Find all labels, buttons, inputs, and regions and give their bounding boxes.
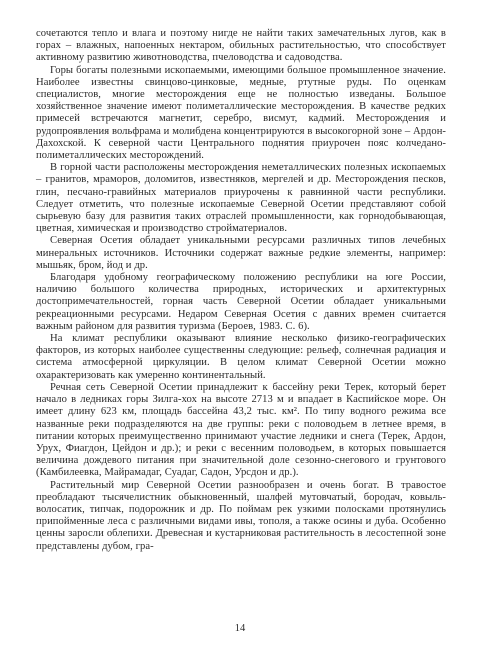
paragraph-rivers: Речная сеть Северной Осетии принадлежит к бассейну реки Терек, который берет начало в ледниках горы Зилга-хох на высоте 2713 м и впадает в Каспийское море. Он имеет длину 623 км, площадь бассейна 43,2 тыс. км². По типу водного режима все названные реки подразделяются на две группы: реки с половодьем в летнее время, в питании которых преимущественно принимают участие ледники и снега (Терек, Ардон, Урух, Фиагдон, Цейдон и др.); и реки с весенним половодьем, в которых повышается величина дождевого питания при значительной доле сезонно-снегового и грунтового (Камбилеевка, Майрамадаг, Суадаг, Садон, Урсдон и др.).: [36, 381, 446, 479]
paragraph-vegetation: Растительный мир Северной Осетии разнообразен и очень богат. В травостое преобладают тысячелистник обыкновенный, шалфей мутовчатый, бородач, ковыль-волосатик, типчак, подорожник и др. По поймам рек узкими полосками протянулись припойменные леса с различными видами ивы, тополя, а также осины и дуба. Особенно ценны заросли облепихи. Древесная и кустарниковая растительность в лесостепной зоне представлены дубом, гра-: [36, 479, 446, 552]
paragraph-climate: На климат республики оказывают влияние несколько физико-географических факторов, из которых наиболее существенны следующие: рельеф, солнечная радиация и система атмосферной циркуляции. В целом климат Северной Осетии можно охарактеризовать как умеренно континентальный.: [36, 333, 446, 381]
paragraph-recreation: Благодаря удобному географическому положению республики на юге России, наличию большого количества природных, исторических и архитектурных достопримечательностей, горная часть Северной Осетии обладает уникальными рекреационными ресурсами. Недаром Северная Осетия с давних времен считается важным районом для развития туризма (Бероев, 1983. С. 6).: [36, 272, 446, 332]
paragraph-nonmetallic-deposits: В горной части расположены месторождения неметаллических полезных ископаемых – гранитов, мраморов, доломитов, известняков, мергелей и др. Месторождения песков, глин, песчано-гравийных материалов приурочены к равнинной части республики. Следует отметить, что полезные ископаемые Северной Осетии представляют собой сырьевую базу для развития таких отраслей промышленности, как горнодобывающая, цветная, химическая и производство стройматериалов.: [36, 162, 446, 235]
paragraph-minerals: Горы богаты полезными ископаемыми, имеющими большое промышленное значение. Наиболее известны свинцово-цинковые, медные, ртутные руды. По оценкам специалистов, многие месторождения еще не полностью изведаны. Большое хозяйственное значение имеют полиметаллические месторождения. В качестве редких примесей встречаются магнетит, серебро, висмут, кадмий. Месторождения и рудопроявления вольфрама и молибдена концентрируются в высокогорной зоне – Ардон-Дахохской. К северной части Центрального поднятия приурочен пояс колчедано-полиметаллических месторождений.: [36, 64, 446, 162]
paragraph-meadows: сочетаются тепло и влага и поэтому нигде не найти таких замечательных лугов, как в горах – влажных, напоенных нектаром, обильных растительностью, что способствует активному развитию животноводства, пчеловодства и садоводства.: [36, 28, 446, 64]
page-number: 14: [234, 623, 246, 634]
document-page: [36, 28, 446, 628]
paragraph-mineral-springs: Северная Осетия обладает уникальными ресурсами различных типов лечебных минеральных источников. Источники содержат важные редкие элементы, например: мышьяк, бром, йод и др.: [36, 235, 446, 271]
